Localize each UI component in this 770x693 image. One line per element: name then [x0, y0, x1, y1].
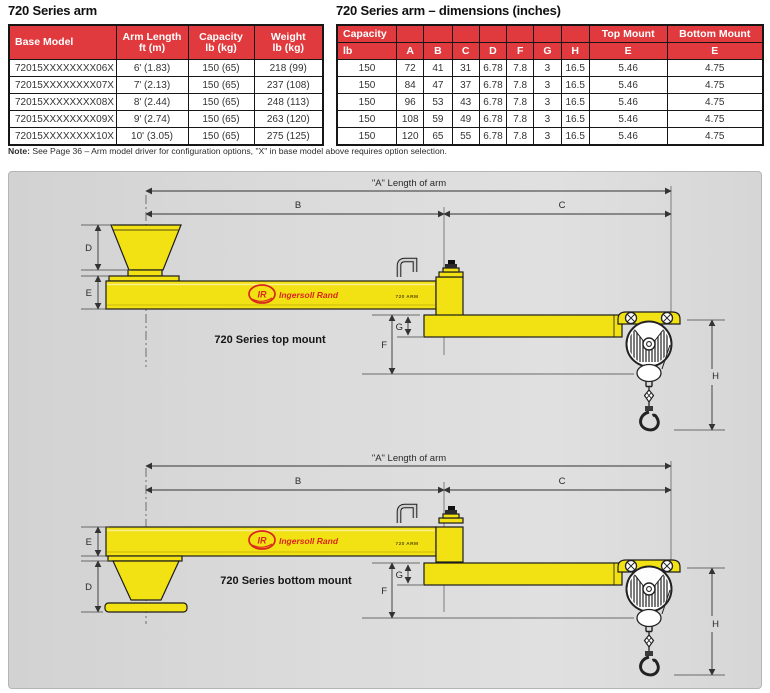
diagram-panel: [8, 171, 762, 689]
cell: 150: [337, 94, 397, 111]
header-base-model: Base Model: [9, 25, 116, 60]
cell: 5.46: [589, 111, 667, 128]
footnote: [8, 146, 753, 156]
dim-b: [146, 200, 444, 214]
cell: 150: [337, 111, 397, 128]
dim-label-e: E: [85, 288, 92, 299]
bottom-mount-diagram: [81, 453, 725, 675]
dim-e: [81, 276, 109, 309]
dim-label-c: C: [558, 476, 566, 487]
cell: 150: [337, 128, 397, 146]
cell: 6.78: [479, 94, 506, 111]
cell: 53: [424, 94, 452, 111]
header-letter: H: [561, 43, 589, 60]
ir-logo-mark: IR: [257, 289, 267, 300]
cell: 7.8: [507, 111, 534, 128]
cell: 72015XXXXXXXX10X: [9, 128, 116, 146]
dim-label-e: E: [85, 537, 92, 548]
dim-a: [146, 178, 671, 191]
cell: 31: [452, 60, 479, 77]
header-letter: D: [479, 43, 506, 60]
pivot-block: [436, 527, 463, 562]
swivel-plate-wide: [108, 556, 182, 561]
cell: 150 (65): [188, 111, 254, 128]
cell: 65: [424, 128, 452, 146]
header-empty: [561, 25, 589, 43]
dim-c: [444, 476, 671, 490]
cell: 72015XXXXXXXX06X: [9, 60, 116, 77]
arm-spec-table: [8, 24, 324, 146]
dim-label-a: "A" Length of arm: [371, 453, 447, 464]
header-bottom-mount: Bottom Mount: [667, 25, 763, 43]
cell: 16.5: [561, 111, 589, 128]
header-arm-length: Arm Length ft (m): [116, 25, 188, 60]
arm-model-label: 720 ARM: [395, 295, 419, 300]
forearm-beam: [424, 315, 622, 337]
dim-label-b: B: [294, 200, 302, 211]
header-lb: lb: [337, 43, 397, 60]
cell: 3: [534, 128, 561, 146]
header-letter: G: [534, 43, 561, 60]
cell: 10' (3.05): [116, 128, 188, 146]
cell: 5.46: [589, 60, 667, 77]
arm-diagrams: [9, 172, 761, 686]
dim-g: [396, 317, 423, 337]
cell: 96: [397, 94, 424, 111]
cell: 6.78: [479, 111, 506, 128]
table-row: [337, 94, 763, 111]
cell: 49: [452, 111, 479, 128]
pivot-hardware: [399, 260, 463, 277]
header-letter: B: [424, 43, 452, 60]
header-top-mount: Top Mount: [589, 25, 667, 43]
cell: 7' (2.13): [116, 77, 188, 94]
header-letter-e-top: E: [589, 43, 667, 60]
header-letter: C: [452, 43, 479, 60]
cell: 5.46: [589, 94, 667, 111]
cell: 72: [397, 60, 424, 77]
footnote-label: Note:: [8, 146, 30, 156]
table-row: [9, 77, 323, 94]
cell: 263 (120): [254, 111, 323, 128]
header-empty: [479, 25, 506, 43]
cell: 4.75: [667, 60, 763, 77]
balancer-hoist: [626, 317, 672, 430]
header-empty: [397, 25, 424, 43]
cell: 3: [534, 111, 561, 128]
cell: 72015XXXXXXXX07X: [9, 77, 116, 94]
dim-label-b: B: [294, 476, 302, 487]
mount-flange: [105, 603, 187, 612]
cell: 248 (113): [254, 94, 323, 111]
header-weight: Weight lb (kg): [254, 25, 323, 60]
cell: 4.75: [667, 128, 763, 146]
pivot-block: [436, 277, 463, 316]
header-capacity: Capacity lb (kg): [188, 25, 254, 60]
cell: 8' (2.44): [116, 94, 188, 111]
left-table-title: 720 Series arm: [8, 3, 97, 18]
header-letter-e-bottom: E: [667, 43, 763, 60]
top-mount-diagram: [81, 178, 725, 430]
dim-h: [674, 320, 725, 430]
arm-model-label: 720 ARM: [395, 542, 419, 547]
dim-label-c: C: [558, 200, 566, 211]
cell: 5.46: [589, 128, 667, 146]
pivot-hardware: [399, 506, 463, 523]
cell: 7.8: [507, 128, 534, 146]
table-row: [9, 60, 323, 77]
table-row: [9, 128, 323, 146]
table-row: [9, 111, 323, 128]
cell: 72015XXXXXXXX08X: [9, 94, 116, 111]
table-row: [337, 128, 763, 146]
cell: 237 (108): [254, 77, 323, 94]
cell: 7.8: [507, 94, 534, 111]
header-empty: [424, 25, 452, 43]
cell: 3: [534, 77, 561, 94]
dim-c: [444, 200, 671, 214]
cell: 120: [397, 128, 424, 146]
table-header-row: [9, 25, 323, 60]
dim-label-a: "A" Length of arm: [371, 178, 447, 189]
dim-b: [146, 476, 444, 490]
header-letter: F: [507, 43, 534, 60]
cell: 43: [452, 94, 479, 111]
cell: 150 (65): [188, 128, 254, 146]
header-empty: [452, 25, 479, 43]
header-empty: [507, 25, 534, 43]
cell: 150 (65): [188, 77, 254, 94]
cell: 150: [337, 77, 397, 94]
balancer-hoist: [626, 562, 672, 675]
table-row: [337, 60, 763, 77]
dim-g: [396, 565, 423, 585]
dim-label-d: D: [85, 243, 92, 254]
cell: 72015XXXXXXXX09X: [9, 111, 116, 128]
cell: 41: [424, 60, 452, 77]
cell: 16.5: [561, 128, 589, 146]
cell: 4.75: [667, 77, 763, 94]
dim-label-d: D: [85, 582, 92, 593]
table-header-row: [337, 43, 763, 60]
cell: 6' (1.83): [116, 60, 188, 77]
swivel-plate-wide: [109, 276, 179, 281]
cell: 16.5: [561, 77, 589, 94]
dim-label-f: F: [381, 586, 387, 597]
cell: 59: [424, 111, 452, 128]
cell: 150 (65): [188, 94, 254, 111]
dim-e: [81, 527, 109, 556]
forearm-beam: [424, 563, 622, 585]
table-row: [337, 111, 763, 128]
cell: 6.78: [479, 128, 506, 146]
right-table-title: 720 Series arm – dimensions (inches): [336, 3, 561, 18]
cell: 5.46: [589, 77, 667, 94]
dim-h: [674, 568, 725, 675]
cell: 16.5: [561, 60, 589, 77]
cell: 4.75: [667, 94, 763, 111]
swivel-plate-small: [128, 270, 162, 276]
dim-label-g: G: [395, 322, 403, 333]
dim-label-h: H: [712, 371, 719, 382]
header-empty: [534, 25, 561, 43]
ir-logo-name: Ingersoll Rand: [279, 290, 339, 300]
cell: 9' (2.74): [116, 111, 188, 128]
cell: 7.8: [507, 77, 534, 94]
dimensions-table: [336, 24, 764, 146]
cell: 3: [534, 60, 561, 77]
cell: 84: [397, 77, 424, 94]
ir-logo-name: Ingersoll Rand: [279, 536, 339, 546]
cell: 7.8: [507, 60, 534, 77]
cell: 16.5: [561, 94, 589, 111]
top-mount-caption: 720 Series top mount: [214, 334, 326, 346]
cell: 218 (99): [254, 60, 323, 77]
cell: 4.75: [667, 111, 763, 128]
table-header-row: [337, 25, 763, 43]
bottom-mount-caption: 720 Series bottom mount: [220, 575, 352, 587]
dim-a: [146, 453, 671, 466]
dim-label-f: F: [381, 340, 387, 351]
cell: 150: [337, 60, 397, 77]
ir-logo-mark: IR: [257, 535, 267, 546]
header-letter: A: [397, 43, 424, 60]
dim-label-g: G: [395, 570, 403, 581]
cell: 3: [534, 94, 561, 111]
header-capacity: Capacity: [337, 25, 397, 43]
mount-cone: [111, 225, 181, 270]
cell: 37: [452, 77, 479, 94]
cell: 150 (65): [188, 60, 254, 77]
mount-cone: [113, 561, 179, 600]
table-row: [9, 94, 323, 111]
cell: 275 (125): [254, 128, 323, 146]
dim-label-h: H: [712, 619, 719, 630]
footnote-text: See Page 36 – Arm model driver for configuration options, "X" in base model above requires option selection.: [29, 146, 447, 156]
cell: 55: [452, 128, 479, 146]
cell: 108: [397, 111, 424, 128]
cell: 6.78: [479, 60, 506, 77]
table-row: [337, 77, 763, 94]
cell: 47: [424, 77, 452, 94]
cell: 6.78: [479, 77, 506, 94]
